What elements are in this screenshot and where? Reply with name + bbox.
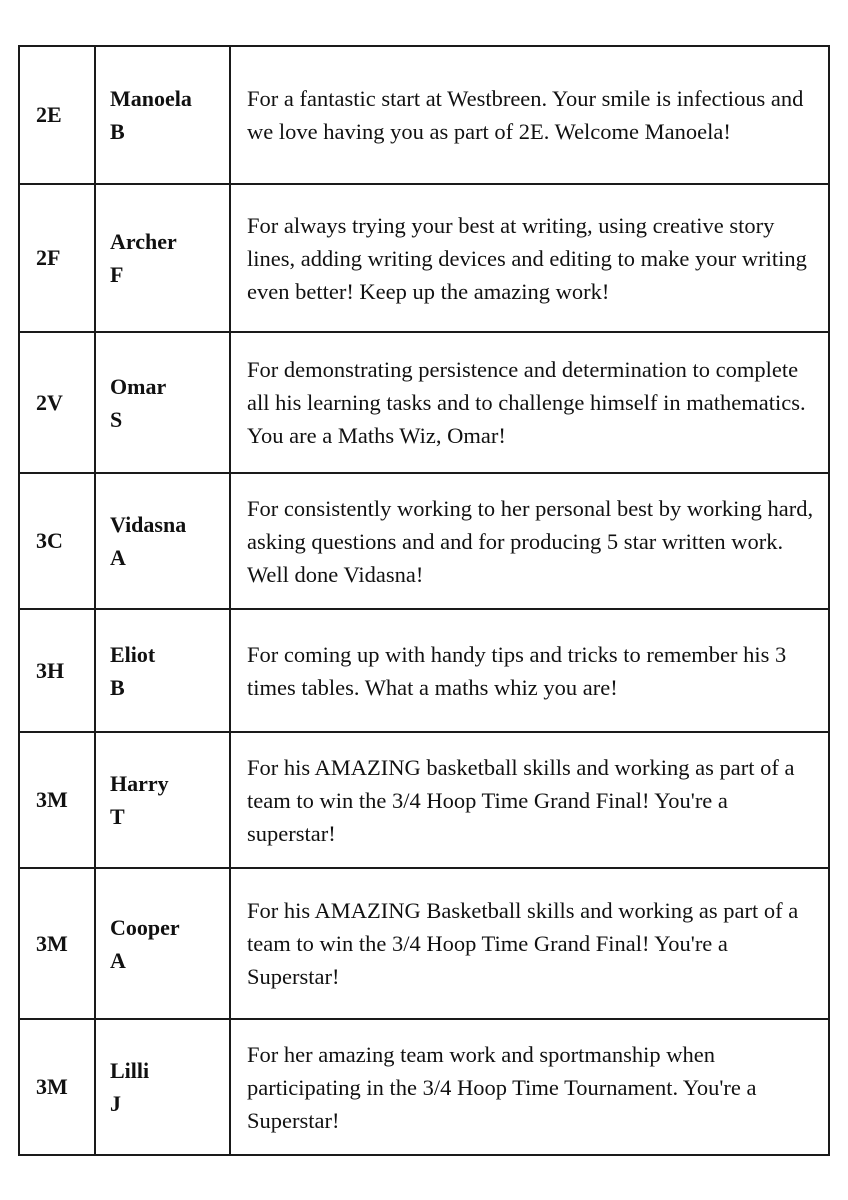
student-initial: S bbox=[110, 406, 123, 432]
student-initial: A bbox=[110, 545, 126, 570]
class-cell: 3C bbox=[19, 473, 95, 609]
student-first-name: Archer bbox=[110, 229, 177, 254]
student-initial: B bbox=[110, 674, 125, 700]
class-cell: 2F bbox=[19, 184, 95, 332]
student-initial: B bbox=[110, 119, 125, 144]
table-row bbox=[19, 332, 829, 473]
award-message-cell: For coming up with handy tips and tricks to remember his 3 times tables. What a maths whiz you are! bbox=[230, 609, 829, 732]
class-cell: 3H bbox=[19, 609, 95, 732]
student-initial: A bbox=[110, 947, 126, 973]
award-message-cell: For a fantastic start at Westbreen. Your smile is infectious and we love having you as part of 2E. Welcome Manoela! bbox=[230, 46, 829, 184]
award-message-cell: For his AMAZING basketball skills and working as part of a team to win the 3/4 Hoop Time Grand Final! You're a superstar! bbox=[230, 732, 829, 868]
student-name-cell bbox=[95, 1019, 230, 1155]
table-row bbox=[19, 46, 829, 184]
student-first-name: Lilli bbox=[110, 1058, 150, 1083]
student-first-name: Cooper bbox=[110, 914, 180, 940]
student-name-cell bbox=[95, 732, 230, 868]
student-first-name: Eliot bbox=[110, 641, 156, 667]
class-cell: 2E bbox=[19, 46, 95, 184]
student-first-name: Omar bbox=[110, 373, 167, 399]
student-initial: T bbox=[110, 804, 125, 829]
student-initial: J bbox=[110, 1091, 121, 1116]
student-name-cell bbox=[95, 184, 230, 332]
student-name-cell bbox=[95, 868, 230, 1019]
award-message-cell: For always trying your best at writing, using creative story lines, adding writing devices and editing to make your writing even better! Keep up the amazing work! bbox=[230, 184, 829, 332]
student-name-cell bbox=[95, 473, 230, 609]
table-row bbox=[19, 184, 829, 332]
table-row bbox=[19, 732, 829, 868]
class-cell: 3M bbox=[19, 732, 95, 868]
student-first-name: Vidasna bbox=[110, 512, 187, 537]
award-message-cell: For his AMAZING Basketball skills and working as part of a team to win the 3/4 Hoop Time Grand Final! You're a Superstar! bbox=[230, 868, 829, 1019]
award-message-cell: For her amazing team work and sportmanship when participating in the 3/4 Hoop Time Tournament. You're a Superstar! bbox=[230, 1019, 829, 1155]
award-message-cell: For consistently working to her personal best by working hard, asking questions and and for producing 5 star written work. Well done Vidasna! bbox=[230, 473, 829, 609]
table-row bbox=[19, 609, 829, 732]
student-name-cell bbox=[95, 609, 230, 732]
student-name-cell bbox=[95, 46, 230, 184]
student-initial: F bbox=[110, 262, 124, 287]
table-row bbox=[19, 1019, 829, 1155]
student-first-name: Manoela bbox=[110, 86, 192, 111]
class-cell: 3M bbox=[19, 1019, 95, 1155]
awards-table bbox=[18, 45, 830, 1156]
table-row bbox=[19, 473, 829, 609]
class-cell: 3M bbox=[19, 868, 95, 1019]
table-row bbox=[19, 868, 829, 1019]
class-cell: 2V bbox=[19, 332, 95, 473]
student-name-cell bbox=[95, 332, 230, 473]
award-message-cell: For demonstrating persistence and determination to complete all his learning tasks and to challenge himself in mathematics. You are a Maths Wiz, Omar! bbox=[230, 332, 829, 473]
student-first-name: Harry bbox=[110, 771, 169, 796]
